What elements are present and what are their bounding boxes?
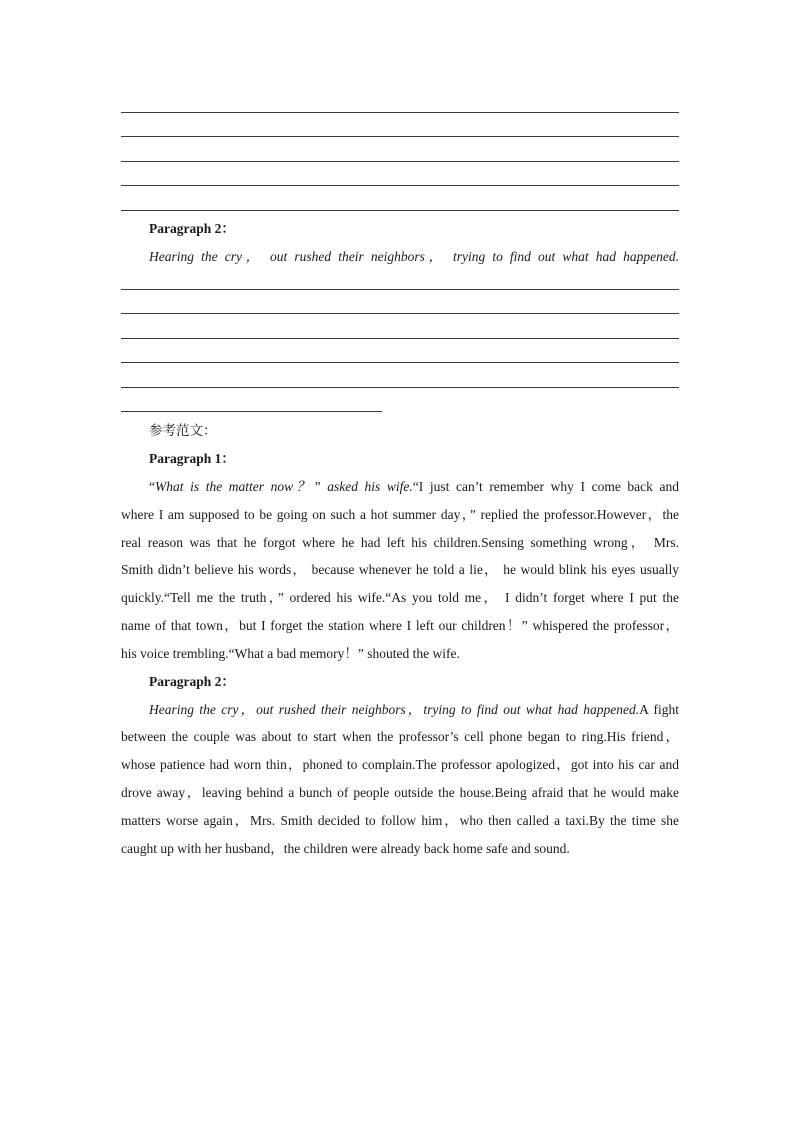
answer-heading: 参考范文：: [149, 423, 217, 439]
answer-paragraph2-line: caught up with her husband，the children were already back home safe and sound.: [121, 841, 570, 856]
text-segment: A fight: [639, 702, 679, 717]
answer-paragraph1-label: Paragraph 1：: [149, 451, 235, 466]
writing-blank-line: [121, 362, 679, 363]
writing-blank-line: [121, 338, 679, 339]
writing-blank-line: [121, 136, 679, 137]
answer-paragraph1-line: his voice trembling.“What a bad memory！” shouted the wife.: [121, 646, 460, 661]
text-segment: “: [149, 479, 155, 494]
section-divider: [121, 411, 382, 412]
answer-paragraph2-label: Paragraph 2：: [149, 674, 235, 689]
answer-paragraph1-line: real reason was that he forgot where he had left his children.Sensing something wrong， Mrs.: [121, 535, 679, 550]
italic-segment: Hearing the cry，out rushed their neighbors，trying to find out what had happened.: [149, 702, 640, 717]
answer-paragraph1-line: quickly.“Tell me the truth，” ordered his wife.“As you told me， I didn’t forget where I put the: [121, 590, 679, 605]
writing-blank-line: [121, 289, 679, 290]
answer-paragraph1-line: Smith didn’t believe his words， because whenever he told a lie， he would blink his eyes usually: [121, 562, 679, 577]
answer-paragraph2-line: whose patience had worn thin，phoned to complain.The professor apologized，got into his car and: [121, 757, 679, 772]
answer-paragraph1-line: where I am supposed to be going on such a hot summer day，” replied the professor.However，the: [121, 507, 679, 522]
answer-paragraph2-line: [149, 700, 679, 720]
exercise-paragraph2-opening: Hearing the cry， out rushed their neighbors， trying to find out what had happened.: [149, 249, 679, 264]
answer-paragraph2-line: between the couple was about to start when the professor’s cell phone began to ring.His friend，: [121, 729, 679, 744]
answer-paragraph2-line: drove away，leaving behind a bunch of people outside the house.Being afraid that he would make: [121, 785, 679, 800]
answer-paragraph1-line: [149, 477, 679, 497]
answer-paragraph2-line: matters worse again，Mrs. Smith decided to follow him，who then called a taxi.By the time she: [121, 813, 679, 828]
writing-blank-line: [121, 112, 679, 113]
answer-paragraph1-line: name of that town，but I forget the station where I left our children！” whispered the professor，: [121, 618, 679, 633]
italic-segment: What is the matter now？” asked his wife.: [155, 479, 413, 494]
writing-blank-line: [121, 161, 679, 162]
writing-blank-line: [121, 313, 679, 314]
text-segment: “I just can’t remember why I come back and: [412, 479, 679, 494]
exercise-paragraph2-label: Paragraph 2：: [149, 221, 235, 236]
writing-blank-line: [121, 387, 679, 388]
writing-blank-line: [121, 185, 679, 186]
writing-blank-line: [121, 210, 679, 211]
